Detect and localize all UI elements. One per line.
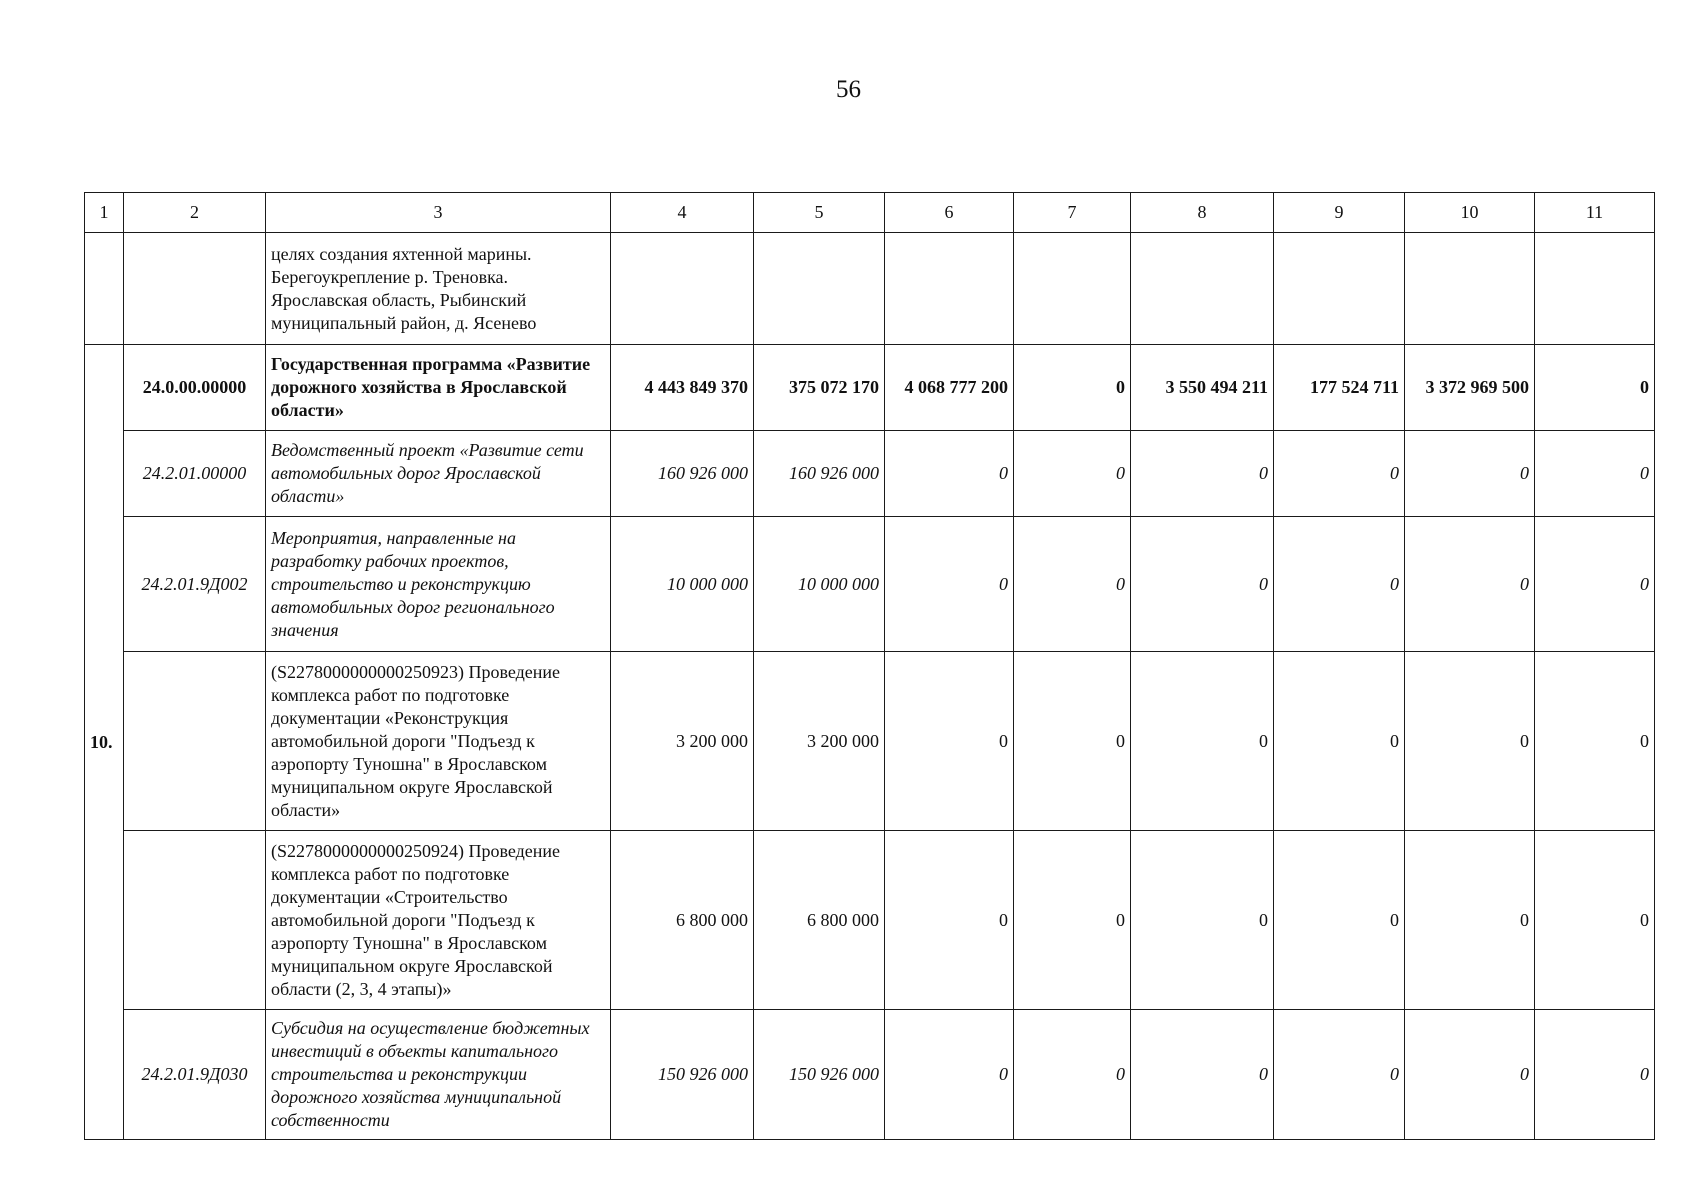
cell-col-5: 3 200 000 (754, 652, 885, 831)
cell-col-10: 0 (1405, 431, 1535, 517)
row-number (85, 233, 124, 345)
row-code (124, 233, 266, 345)
table-row (85, 1010, 1655, 1140)
cell-col-4: 10 000 000 (611, 517, 754, 652)
header-col-8: 8 (1131, 193, 1274, 233)
cell-col-9: 0 (1274, 517, 1405, 652)
cell-col-11: 0 (1535, 652, 1655, 831)
cell-col-6 (885, 233, 1014, 345)
cell-col-5: 10 000 000 (754, 517, 885, 652)
cell-col-7: 0 (1014, 345, 1131, 431)
cell-col-7 (1014, 233, 1131, 345)
row-code (124, 831, 266, 1010)
cell-col-4: 160 926 000 (611, 431, 754, 517)
cell-col-6: 0 (885, 431, 1014, 517)
cell-col-10: 0 (1405, 517, 1535, 652)
cell-col-4: 150 926 000 (611, 1010, 754, 1140)
cell-col-5: 150 926 000 (754, 1010, 885, 1140)
cell-col-9: 0 (1274, 1010, 1405, 1140)
cell-col-4 (611, 233, 754, 345)
cell-col-11: 0 (1535, 345, 1655, 431)
cell-col-9: 0 (1274, 652, 1405, 831)
cell-col-7: 0 (1014, 517, 1131, 652)
header-col-3: 3 (266, 193, 611, 233)
row-code: 24.2.01.9Д030 (124, 1010, 266, 1140)
cell-col-8: 0 (1131, 517, 1274, 652)
cell-col-8 (1131, 233, 1274, 345)
header-row (85, 193, 1655, 233)
table-row (85, 345, 1655, 431)
row-description: целях создания яхтенной марины. Берегоукрепление р. Треновка. Ярославская область, Рыбинский муниципальный район, д. Ясенево (266, 233, 611, 345)
cell-col-9 (1274, 233, 1405, 345)
cell-col-5: 375 072 170 (754, 345, 885, 431)
row-description: Субсидия на осуществление бюджетных инвестиций в объекты капитального строительства и реконструкции дорожного хозяйства муниципальной собственности (266, 1010, 611, 1140)
row-code: 24.2.01.9Д002 (124, 517, 266, 652)
cell-col-7: 0 (1014, 652, 1131, 831)
cell-col-10: 0 (1405, 652, 1535, 831)
cell-col-6: 0 (885, 831, 1014, 1010)
cell-col-10 (1405, 233, 1535, 345)
cell-col-10: 3 372 969 500 (1405, 345, 1535, 431)
cell-col-6: 0 (885, 517, 1014, 652)
cell-col-8: 0 (1131, 831, 1274, 1010)
cell-col-11 (1535, 233, 1655, 345)
cell-col-8: 0 (1131, 652, 1274, 831)
row-code: 24.2.01.00000 (124, 431, 266, 517)
cell-col-8: 0 (1131, 431, 1274, 517)
row-number: 10. (85, 345, 124, 1140)
header-col-6: 6 (885, 193, 1014, 233)
cell-col-6: 4 068 777 200 (885, 345, 1014, 431)
table-row (85, 831, 1655, 1010)
cell-col-10: 0 (1405, 1010, 1535, 1140)
cell-col-4: 6 800 000 (611, 831, 754, 1010)
header-col-11: 11 (1535, 193, 1655, 233)
cell-col-5: 160 926 000 (754, 431, 885, 517)
cell-col-11: 0 (1535, 1010, 1655, 1140)
budget-table (84, 192, 1655, 1140)
table-row (85, 233, 1655, 345)
header-col-5: 5 (754, 193, 885, 233)
table-row (85, 652, 1655, 831)
cell-col-5 (754, 233, 885, 345)
cell-col-8: 0 (1131, 1010, 1274, 1140)
cell-col-11: 0 (1535, 517, 1655, 652)
page-number: 56 (836, 76, 861, 103)
header-col-4: 4 (611, 193, 754, 233)
header-col-9: 9 (1274, 193, 1405, 233)
table-row (85, 431, 1655, 517)
cell-col-5: 6 800 000 (754, 831, 885, 1010)
table-row (85, 517, 1655, 652)
cell-col-10: 0 (1405, 831, 1535, 1010)
cell-col-4: 3 200 000 (611, 652, 754, 831)
header-col-7: 7 (1014, 193, 1131, 233)
row-description: Государственная программа «Развитие дорожного хозяйства в Ярославской области» (266, 345, 611, 431)
cell-col-11: 0 (1535, 431, 1655, 517)
header-col-10: 10 (1405, 193, 1535, 233)
row-description: (S2278000000000250924) Проведение комплекса работ по подготовке документации «Строительство автомобильной дороги "Подъезд к аэропорту Туношна" в Ярославском муниципальном округе Ярославской области (2, 3, 4 этапы)» (266, 831, 611, 1010)
header-col-1: 1 (85, 193, 124, 233)
cell-col-9: 0 (1274, 431, 1405, 517)
cell-col-7: 0 (1014, 1010, 1131, 1140)
row-description: Ведомственный проект «Развитие сети автомобильных дорог Ярославской области» (266, 431, 611, 517)
row-code (124, 652, 266, 831)
cell-col-7: 0 (1014, 431, 1131, 517)
cell-col-4: 4 443 849 370 (611, 345, 754, 431)
cell-col-9: 0 (1274, 831, 1405, 1010)
cell-col-11: 0 (1535, 831, 1655, 1010)
cell-col-9: 177 524 711 (1274, 345, 1405, 431)
row-description: Мероприятия, направленные на разработку рабочих проектов, строительство и реконструкцию автомобильных дорог регионального значения (266, 517, 611, 652)
cell-col-8: 3 550 494 211 (1131, 345, 1274, 431)
row-code: 24.0.00.00000 (124, 345, 266, 431)
header-col-2: 2 (124, 193, 266, 233)
cell-col-7: 0 (1014, 831, 1131, 1010)
row-description: (S2278000000000250923) Проведение комплекса работ по подготовке документации «Реконструкция автомобильной дороги "Подъезд к аэропорту Туношна" в Ярославском муниципальном округе Ярославской области» (266, 652, 611, 831)
cell-col-6: 0 (885, 652, 1014, 831)
cell-col-6: 0 (885, 1010, 1014, 1140)
